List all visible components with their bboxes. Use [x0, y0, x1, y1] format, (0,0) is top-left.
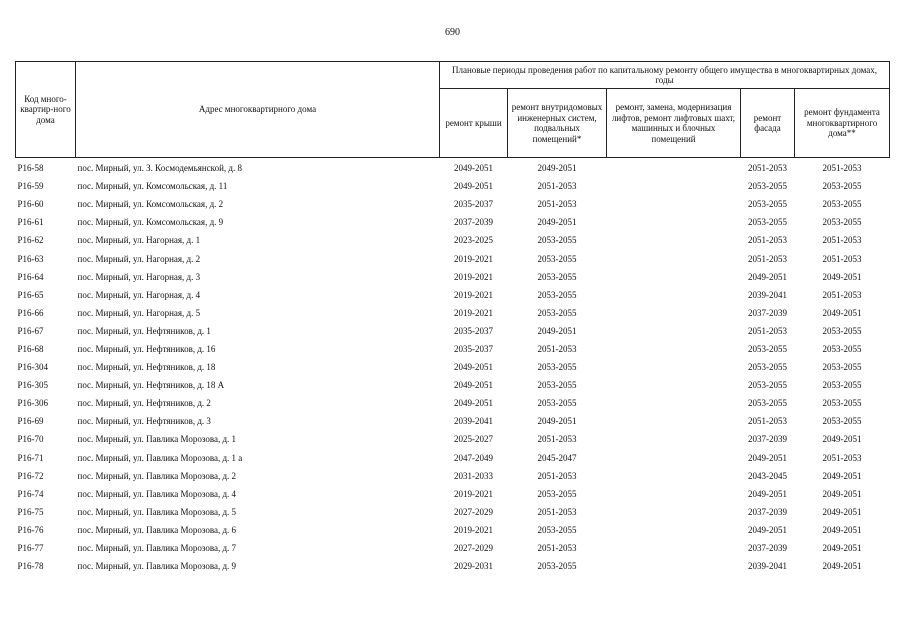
header-facade: ремонт фасада: [741, 89, 795, 158]
cell-roof: 2035-2037: [454, 343, 493, 354]
cell-roof: 2025-2027: [454, 434, 493, 445]
cell-facade: 2051-2053: [748, 163, 787, 174]
cell-code: Р16-58: [17, 163, 44, 174]
table-row: [16, 521, 890, 539]
header-periods-group: Плановые периоды проведения работ по капитальному ремонту общего имущества в многоквартирных домах, годы: [440, 62, 890, 89]
cell-code: Р16-67: [17, 325, 44, 336]
table-body: [16, 158, 890, 576]
cell-code: Р16-66: [17, 307, 44, 318]
cell-address: пос. Мирный, ул. З. Космодемьянской, д. 8: [77, 163, 242, 174]
cell-code: Р16-305: [17, 380, 49, 391]
cell-engineering: 2051-2053: [537, 506, 577, 517]
cell-code: Р16-59: [17, 181, 44, 192]
table-row: [16, 467, 890, 485]
table-row: [16, 195, 890, 213]
cell-facade: 2051-2053: [748, 235, 787, 246]
header-foundation: ремонт фундамента многоквартирного дома**: [795, 89, 890, 158]
cell-address: пос. Мирный, ул. Нагорная, д. 1: [77, 235, 201, 246]
cell-roof: 2049-2051: [454, 362, 493, 373]
cell-engineering: 2051-2053: [537, 199, 577, 210]
cell-elevators: [607, 358, 741, 376]
cell-foundation: 2049-2051: [822, 271, 862, 282]
cell-foundation: 2049-2051: [822, 506, 862, 517]
header-address: Адрес многоквартирного дома: [76, 62, 440, 158]
cell-foundation: 2053-2055: [822, 343, 862, 354]
cell-facade: 2049-2051: [748, 271, 787, 282]
header-elevators: ремонт, замена, модернизация лифтов, ремонт лифтовых шахт, машинных и блочных помещений: [607, 89, 741, 158]
cell-elevators: [607, 340, 741, 358]
cell-roof: 2019-2021: [454, 253, 493, 264]
cell-elevators: [607, 268, 741, 286]
cell-address: пос. Мирный, ул. Нефтяников, д. 16: [77, 343, 216, 354]
cell-facade: 2051-2053: [748, 416, 787, 427]
cell-engineering: 2053-2055: [537, 561, 577, 572]
cell-foundation: 2049-2051: [822, 543, 862, 554]
cell-roof: 2035-2037: [454, 199, 493, 210]
table-row: [16, 412, 890, 430]
cell-foundation: 2051-2053: [822, 253, 862, 264]
cell-foundation: 2051-2053: [822, 289, 862, 300]
cell-foundation: 2049-2051: [822, 434, 862, 445]
cell-roof: 2047-2049: [454, 452, 493, 463]
cell-facade: 2049-2051: [748, 524, 787, 535]
cell-roof: 2031-2033: [454, 470, 493, 481]
cell-engineering: 2051-2053: [537, 543, 577, 554]
cell-address: пос. Мирный, ул. Нагорная, д. 3: [77, 271, 201, 282]
cell-code: Р16-68: [17, 343, 44, 354]
cell-address: пос. Мирный, ул. Павлика Морозова, д. 1 а: [77, 452, 243, 463]
cell-engineering: 2053-2055: [537, 398, 577, 409]
cell-code: Р16-62: [17, 235, 44, 246]
cell-elevators: [607, 376, 741, 394]
cell-engineering: 2049-2051: [537, 163, 577, 174]
cell-facade: 2049-2051: [748, 452, 787, 463]
cell-engineering: 2049-2051: [537, 217, 577, 228]
cell-facade: 2053-2055: [748, 217, 787, 228]
cell-address: пос. Мирный, ул. Павлика Морозова, д. 9: [77, 561, 237, 572]
cell-engineering: 2053-2055: [537, 488, 577, 499]
table-row: [16, 430, 890, 448]
table-row: [16, 376, 890, 394]
cell-facade: 2039-2041: [748, 289, 787, 300]
cell-facade: 2053-2055: [748, 181, 787, 192]
table-row: [16, 485, 890, 503]
cell-engineering: 2045-2047: [537, 452, 577, 463]
cell-engineering: 2049-2051: [537, 325, 577, 336]
cell-address: пос. Мирный, ул. Комсомольская, д. 11: [77, 181, 228, 192]
cell-engineering: 2051-2053: [537, 470, 577, 481]
cell-facade: 2037-2039: [748, 307, 787, 318]
cell-address: пос. Мирный, ул. Нефтяников, д. 18 А: [77, 380, 225, 391]
cell-elevators: [607, 213, 741, 231]
cell-elevators: [607, 485, 741, 503]
cell-code: Р16-304: [17, 362, 49, 373]
cell-roof: 2049-2051: [454, 380, 493, 391]
cell-facade: 2037-2039: [748, 434, 787, 445]
cell-engineering: 2053-2055: [537, 271, 577, 282]
cell-roof: 2019-2021: [454, 488, 493, 499]
header-engineering: ремонт внутридомовых инженерных систем, подвальных помещений*: [508, 89, 607, 158]
cell-facade: 2043-2045: [748, 470, 787, 481]
cell-facade: 2051-2053: [748, 325, 787, 336]
cell-roof: 2019-2021: [454, 271, 493, 282]
cell-engineering: 2049-2051: [537, 416, 577, 427]
table-row: [16, 449, 890, 467]
cell-code: Р16-76: [17, 524, 44, 535]
table-row: [16, 340, 890, 358]
table-row: [16, 539, 890, 557]
table-header: [16, 62, 890, 158]
table-row: [16, 286, 890, 304]
cell-roof: 2027-2029: [454, 506, 493, 517]
cell-code: Р16-306: [17, 398, 49, 409]
cell-code: Р16-63: [17, 253, 44, 264]
header-code: Код много-квартир-ного дома: [16, 62, 76, 158]
table-row: [16, 358, 890, 376]
cell-elevators: [607, 394, 741, 412]
cell-foundation: 2053-2055: [822, 398, 862, 409]
cell-address: пос. Мирный, ул. Павлика Морозова, д. 7: [77, 543, 237, 554]
table-row: [16, 304, 890, 322]
cell-foundation: 2053-2055: [822, 380, 862, 391]
table-row: [16, 557, 890, 575]
cell-foundation: 2053-2055: [822, 325, 862, 336]
cell-code: Р16-78: [17, 561, 44, 572]
cell-elevators: [607, 249, 741, 267]
cell-engineering: 2053-2055: [537, 235, 577, 246]
table-row: [16, 231, 890, 249]
cell-elevators: [607, 521, 741, 539]
cell-foundation: 2053-2055: [822, 416, 862, 427]
cell-foundation: 2051-2053: [822, 235, 862, 246]
cell-roof: 2027-2029: [454, 543, 493, 554]
cell-code: Р16-61: [17, 217, 44, 228]
cell-engineering: 2051-2053: [537, 343, 577, 354]
cell-elevators: [607, 412, 741, 430]
cell-roof: 2019-2021: [454, 289, 493, 300]
repair-schedule-table: [15, 61, 890, 575]
cell-roof: 2049-2051: [454, 181, 493, 192]
cell-facade: 2053-2055: [748, 343, 787, 354]
cell-foundation: 2049-2051: [822, 488, 862, 499]
cell-address: пос. Мирный, ул. Нагорная, д. 5: [77, 307, 201, 318]
cell-elevators: [607, 449, 741, 467]
cell-code: Р16-74: [17, 488, 44, 499]
cell-foundation: 2053-2055: [822, 181, 862, 192]
cell-engineering: 2053-2055: [537, 307, 577, 318]
cell-elevators: [607, 503, 741, 521]
cell-foundation: 2051-2053: [822, 452, 862, 463]
cell-foundation: 2049-2051: [822, 524, 862, 535]
cell-engineering: 2053-2055: [537, 289, 577, 300]
cell-address: пос. Мирный, ул. Комсомольская, д. 9: [77, 217, 224, 228]
cell-code: Р16-77: [17, 543, 44, 554]
cell-foundation: 2049-2051: [822, 470, 862, 481]
cell-address: пос. Мирный, ул. Павлика Морозова, д. 2: [77, 470, 237, 481]
cell-address: пос. Мирный, ул. Нефтяников, д. 18: [77, 362, 216, 373]
cell-code: Р16-70: [17, 434, 44, 445]
cell-facade: 2049-2051: [748, 488, 787, 499]
cell-elevators: [607, 430, 741, 448]
cell-roof: 2049-2051: [454, 163, 493, 174]
cell-engineering: 2053-2055: [537, 253, 577, 264]
cell-roof: 2019-2021: [454, 524, 493, 535]
cell-foundation: 2049-2051: [822, 561, 862, 572]
cell-code: Р16-65: [17, 289, 44, 300]
table-row: [16, 249, 890, 267]
cell-address: пос. Мирный, ул. Павлика Морозова, д. 6: [77, 524, 237, 535]
cell-facade: 2053-2055: [748, 380, 787, 391]
table-row: [16, 213, 890, 231]
cell-elevators: [607, 158, 741, 178]
cell-code: Р16-75: [17, 506, 44, 517]
cell-roof: 2035-2037: [454, 325, 493, 336]
table-row: [16, 177, 890, 195]
cell-address: пос. Мирный, ул. Павлика Морозова, д. 1: [77, 434, 237, 445]
cell-engineering: 2053-2055: [537, 380, 577, 391]
cell-address: пос. Мирный, ул. Нефтяников, д. 3: [77, 416, 211, 427]
cell-address: пос. Мирный, ул. Комсомольская, д. 2: [77, 199, 224, 210]
cell-facade: 2051-2053: [748, 253, 787, 264]
cell-elevators: [607, 195, 741, 213]
cell-elevators: [607, 557, 741, 575]
table-row: [16, 503, 890, 521]
cell-elevators: [607, 286, 741, 304]
cell-elevators: [607, 467, 741, 485]
table-row: [16, 158, 890, 178]
cell-facade: 2037-2039: [748, 543, 787, 554]
cell-foundation: 2051-2053: [822, 163, 862, 174]
cell-roof: 2039-2041: [454, 416, 493, 427]
cell-roof: 2029-2031: [454, 561, 493, 572]
table-row: [16, 268, 890, 286]
cell-facade: 2053-2055: [748, 362, 787, 373]
cell-elevators: [607, 539, 741, 557]
cell-roof: 2049-2051: [454, 398, 493, 409]
cell-code: Р16-64: [17, 271, 44, 282]
cell-elevators: [607, 231, 741, 249]
page-number: 690: [445, 27, 460, 38]
cell-facade: 2039-2041: [748, 561, 787, 572]
cell-elevators: [607, 177, 741, 195]
cell-engineering: 2053-2055: [537, 362, 577, 373]
cell-address: пос. Мирный, ул. Нефтяников, д. 2: [77, 398, 211, 409]
cell-code: Р16-72: [17, 470, 44, 481]
header-roof: ремонт крыши: [440, 89, 508, 158]
cell-engineering: 2051-2053: [537, 434, 577, 445]
cell-foundation: 2053-2055: [822, 362, 862, 373]
cell-foundation: 2053-2055: [822, 199, 862, 210]
cell-foundation: 2053-2055: [822, 217, 862, 228]
cell-address: пос. Мирный, ул. Павлика Морозова, д. 4: [77, 488, 237, 499]
cell-address: пос. Мирный, ул. Нагорная, д. 2: [77, 253, 201, 264]
cell-roof: 2023-2025: [454, 235, 493, 246]
cell-address: пос. Мирный, ул. Павлика Морозова, д. 5: [77, 506, 237, 517]
table-row: [16, 394, 890, 412]
cell-address: пос. Мирный, ул. Нефтяников, д. 1: [77, 325, 211, 336]
cell-code: Р16-71: [17, 452, 44, 463]
cell-elevators: [607, 304, 741, 322]
cell-engineering: 2053-2055: [537, 524, 577, 535]
cell-facade: 2053-2055: [748, 199, 787, 210]
table-row: [16, 322, 890, 340]
cell-engineering: 2051-2053: [537, 181, 577, 192]
cell-code: Р16-60: [17, 199, 44, 210]
cell-facade: 2053-2055: [748, 398, 787, 409]
cell-facade: 2037-2039: [748, 506, 787, 517]
cell-roof: 2019-2021: [454, 307, 493, 318]
cell-code: Р16-69: [17, 416, 44, 427]
cell-address: пос. Мирный, ул. Нагорная, д. 4: [77, 289, 201, 300]
cell-elevators: [607, 322, 741, 340]
cell-foundation: 2049-2051: [822, 307, 862, 318]
cell-roof: 2037-2039: [454, 217, 493, 228]
